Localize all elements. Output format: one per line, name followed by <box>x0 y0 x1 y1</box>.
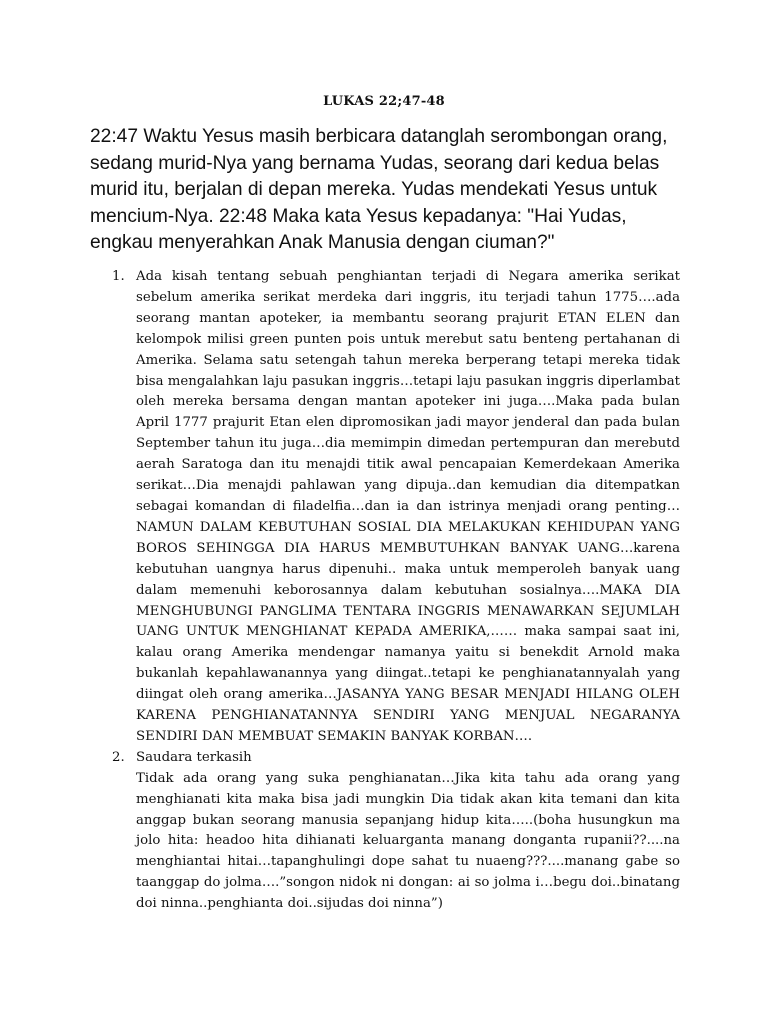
list-item-heading: Saudara terkasih <box>136 749 252 765</box>
list-item-text: Tidak ada orang yang suka penghianatan…Jika kita tahu ada orang yang menghianati kita maka bisa jadi mungkin Dia tidak akan kita temani dan kita anggap bukan seorang manusia sepanjang hidup kita…..(boha husungkun ma jolo hita: headoo hita dihianati keluarganta manang donganta rupanii??....na menghiantai hitai…tapanghulingi dope sahat tu nuaeng???....manang gabe so taanggap do jolma….”songon nidok ni dongan: ai so jolma i…begu doi..binatang doi ninna..penghianta doi..sijudas doi ninna”) <box>136 770 680 912</box>
list-number: 2. <box>112 749 125 765</box>
list-number: 1. <box>112 269 125 284</box>
bible-verse: 22:47 Waktu Yesus masih berbicara datanglah serombongan orang, sedang murid-Nya yang bernama Yudas, seorang dari kedua belas murid itu, berjalan di depan mereka. Yudas mendekati Yesus untuk mencium-Nya. 22:48 Maka kata Yesus kepadanya: "Hai Yudas, engkau menyerahkan Anak Manusia dengan ciuman?" <box>90 126 668 253</box>
document-title: LUKAS 22;47-48 <box>323 94 445 109</box>
numbered-list <box>100 267 680 915</box>
list-item <box>100 267 680 748</box>
list-item <box>100 748 680 915</box>
list-item-text: Ada kisah tentang sebuah penghiantan terjadi di Negara amerika serikat sebelum amerika serikat merdeka dari inggris, itu terjadi tahun 1775….ada seorang mantan apoteker, ia membantu seorang prajurit ETAN ELEN dan kelompok milisi green punten pois untuk merebut satu benteng pertahanan di Amerika. Selama satu setengah tahun mereka berperang tetapi mereka tidak bisa mengalahkan laju pasukan inggris…tetapi laju pasukan inggris diperlambat oleh mereka bersama dengan mantan apoteker ini juga….Maka pada bulan April 1777 prajurit Etan elen dipromosikan jadi mayor jenderal dan pada bulan September tahun itu juga…dia memimpin dimedan pertempuran dan merebutd aerah Saratoga dan itu menajdi titik awal pencapaian Kemerdekaan Amerika serikat…Dia menajdi pahlawan yang dipuja..dan kemudian dia ditempatkan sebagai komandan di filadelfia…dan ia dan istrinya menjadi orang penting…NAMUN DALAM KEBUTUHAN SOSIAL DIA MELAKUKAN KEHIDUPAN YANG BOROS SEHINGGA DIA HARUS MEMBUTUHKAN BANYAK UANG…karena kebutuhan uangnya harus dipenuhi.. maka untuk memperoleh banyak uang dalam memenuhi keborosannya dalam kebutuhan sosialnya….MAKA DIA MENGHUBUNGI PANGLIMA TENTARA INGGRIS MENAWARKAN SEJUMLAH UANG UNTUK MENGHIANAT KEPADA AMERIKA,…… maka sampai saat ini, kalau orang Amerika mendengar namanya yaitu si benekdit Arnold maka bukanlah kepahlawanannya yang diingat..tetapi ke penghianatannyalah yang diingat oleh orang amerika…JASANYA YANG BESAR MENJADI HILANG OLEH KARENA PENGHIANATANNYA SENDIRI YANG MENJUAL NEGARANYA SENDIRI DAN MEMBUAT SEMAKIN BANYAK KORBAN…. <box>136 269 680 744</box>
